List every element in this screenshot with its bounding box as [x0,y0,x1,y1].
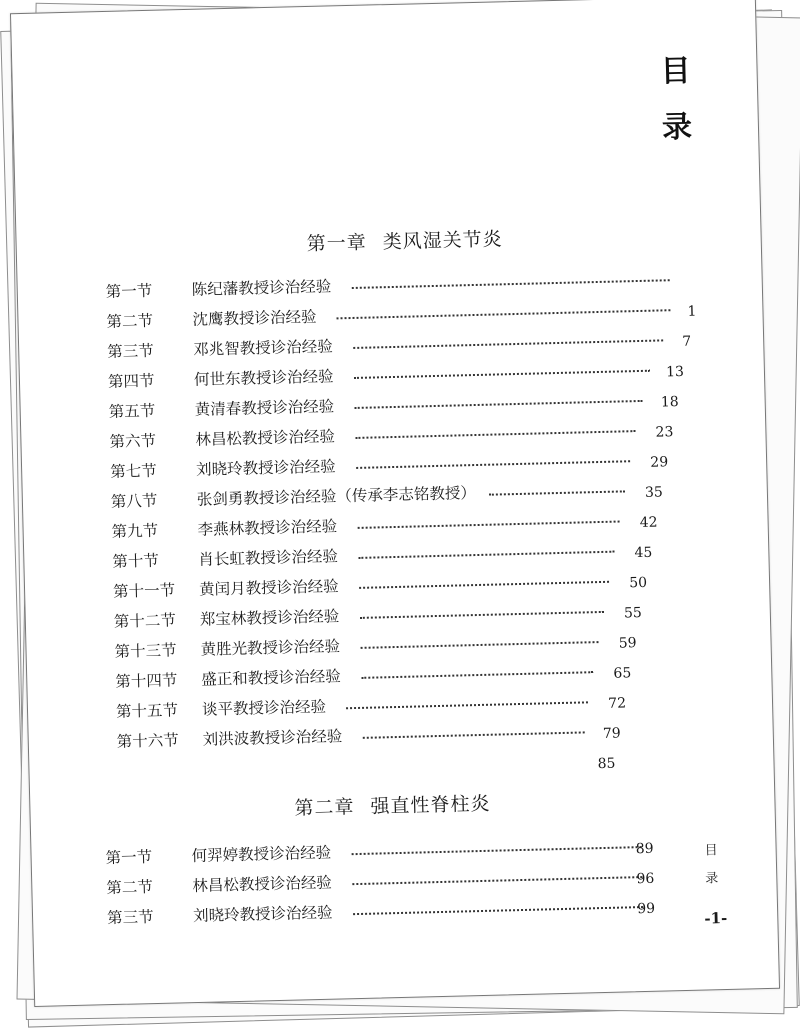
dot-leader [354,370,650,379]
section-number: 第二节 [106,311,154,331]
page-number: 13 [665,363,685,381]
section-title: 谈平教授诊治经验 [201,697,327,719]
page-number: 29 [650,454,669,471]
dot-leader [353,339,663,349]
dot-leader [346,701,588,709]
page-number: 1 [687,303,697,320]
section-number: 第三节 [106,908,154,928]
page-number: 7 [682,333,692,350]
dot-leader [352,876,642,885]
section-title: 刘晓玲教授诊治经验 [195,457,336,479]
dot-leader [361,671,593,679]
section-title: 邓兆智教授诊治经验 [193,337,333,359]
section-title: 林昌松教授诊治经验 [192,873,333,896]
section-title: 林昌松教授诊治经验 [195,427,336,449]
section-number: 第二节 [106,878,154,898]
section-number: 第十六节 [116,731,180,751]
section-title: 刘洪波教授诊治经验 [202,727,343,749]
section-number: 第十二节 [113,611,177,631]
side-label-char: 目 [704,843,718,859]
section-number: 第一节 [105,848,153,868]
page-number: 42 [639,514,658,532]
page-number: 35 [644,484,664,501]
dot-leader [355,400,643,409]
section-number: 第十五节 [115,701,179,721]
section-title: 陈纪藩教授诊治经验 [191,277,332,299]
chapter-heading [306,224,503,256]
page-number: 85 [597,755,616,773]
dot-leader [359,581,609,589]
dot-leader [352,279,670,289]
folio-page-number: -1- [704,909,728,928]
section-title: 郑宝林教授诊治经验 [199,607,340,629]
section-number: 第十节 [112,551,160,571]
section-title: 李燕林教授诊治经验 [197,517,338,539]
section-number: 第十一节 [112,581,176,601]
page-number: 72 [607,695,627,712]
dot-leader [363,731,585,738]
section-number: 第三节 [107,341,154,361]
page-number: 45 [634,544,653,562]
section-number: 第八节 [110,491,158,511]
section-title: 肖长虹教授诊治经验 [198,547,339,569]
chapter-title: 类风湿关节炎 [382,228,503,254]
page-heading-char: 录 [661,109,693,146]
section-number: 第十三节 [114,641,177,661]
page-number: 65 [613,665,632,682]
page-number: 23 [655,424,674,441]
section-number: 第十四节 [115,671,178,691]
page-number: 79 [602,725,621,742]
page-number: 96 [636,870,655,888]
section-title: 黄胜光教授诊治经验 [200,637,341,659]
dot-leader [353,906,643,915]
dot-leader [360,611,604,619]
section-title: 何世东教授诊治经验 [193,367,334,389]
section-title: 黄闰月教授诊治经验 [198,577,339,599]
section-title: 张剑勇教授诊治经验（传承李志铭教授） [196,484,477,509]
page-number: 18 [660,394,679,411]
dot-leader [356,460,630,469]
section-title: 刘晓玲教授诊治经验 [192,903,333,926]
section-number: 第一节 [105,281,153,302]
section-number: 第五节 [108,401,156,421]
section-title: 黄清春教授诊治经验 [194,397,335,419]
section-title: 盛正和教授诊治经验 [201,667,342,689]
dot-leader [352,846,642,855]
section-title: 沈鹰教授诊治经验 [192,307,317,329]
chapter-number: 第二章 [294,796,355,820]
dot-leader [489,490,625,495]
page-number: 50 [629,574,648,592]
page-number: 59 [618,635,637,652]
dot-leader [358,551,614,559]
dot-leader [358,521,620,529]
section-number: 第六节 [109,431,157,451]
side-label-char: 录 [705,871,719,887]
chapter-title: 强直性脊柱炎 [370,792,491,818]
dot-leader [361,641,599,649]
page-heading-char: 目 [660,53,692,90]
section-number: 第九节 [111,521,159,541]
dot-leader [336,309,670,319]
page-number: 99 [637,900,656,918]
dot-leader [355,430,635,439]
section-number: 第四节 [107,371,155,391]
chapter-number: 第一章 [306,231,367,256]
toc-page [10,0,780,1007]
chapter-heading [294,789,491,821]
page-number: 55 [623,605,643,622]
section-number: 第七节 [109,461,157,481]
section-title: 何羿婷教授诊治经验 [191,843,332,866]
page-number: 89 [635,840,654,858]
